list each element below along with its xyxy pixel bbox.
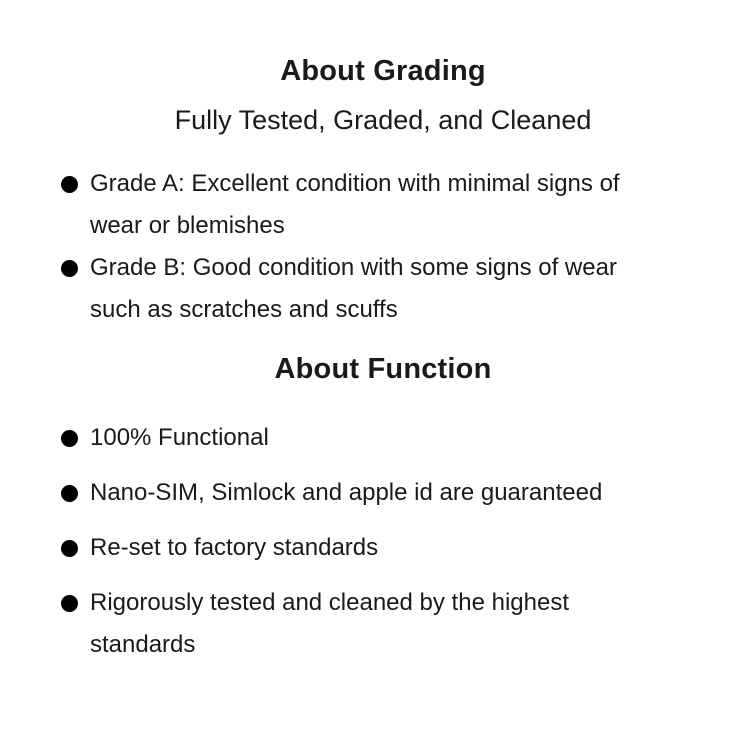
bullet-icon — [61, 430, 78, 447]
bullet-icon — [61, 595, 78, 612]
list-item-text: Nano-SIM, Simlock and apple id are guaranteed — [90, 479, 603, 506]
bullet-icon — [61, 485, 78, 502]
function-section-title: About Function — [274, 353, 492, 385]
list-item — [61, 582, 650, 666]
grading-list — [61, 163, 705, 331]
list-item-text: 100% Functional — [90, 424, 269, 451]
list-item — [61, 247, 650, 331]
list-item — [61, 417, 650, 459]
bullet-icon — [61, 260, 78, 277]
bullet-icon — [61, 176, 78, 193]
list-item-text: Grade A: Excellent condition with minimal signs of wear or blemishes — [90, 170, 620, 239]
function-list — [61, 417, 705, 666]
list-item-text: Rigorously tested and cleaned by the highest standards — [90, 589, 569, 658]
bullet-icon — [61, 540, 78, 557]
list-item — [61, 472, 650, 514]
list-item — [61, 527, 650, 569]
list-item-text: Grade B: Good condition with some signs of wear such as scratches and scuffs — [90, 254, 617, 323]
grading-subtitle: Fully Tested, Graded, and Cleaned — [174, 105, 592, 135]
list-item-text: Re-set to factory standards — [90, 534, 379, 561]
list-item — [61, 163, 650, 247]
grading-section-title: About Grading — [280, 55, 486, 87]
